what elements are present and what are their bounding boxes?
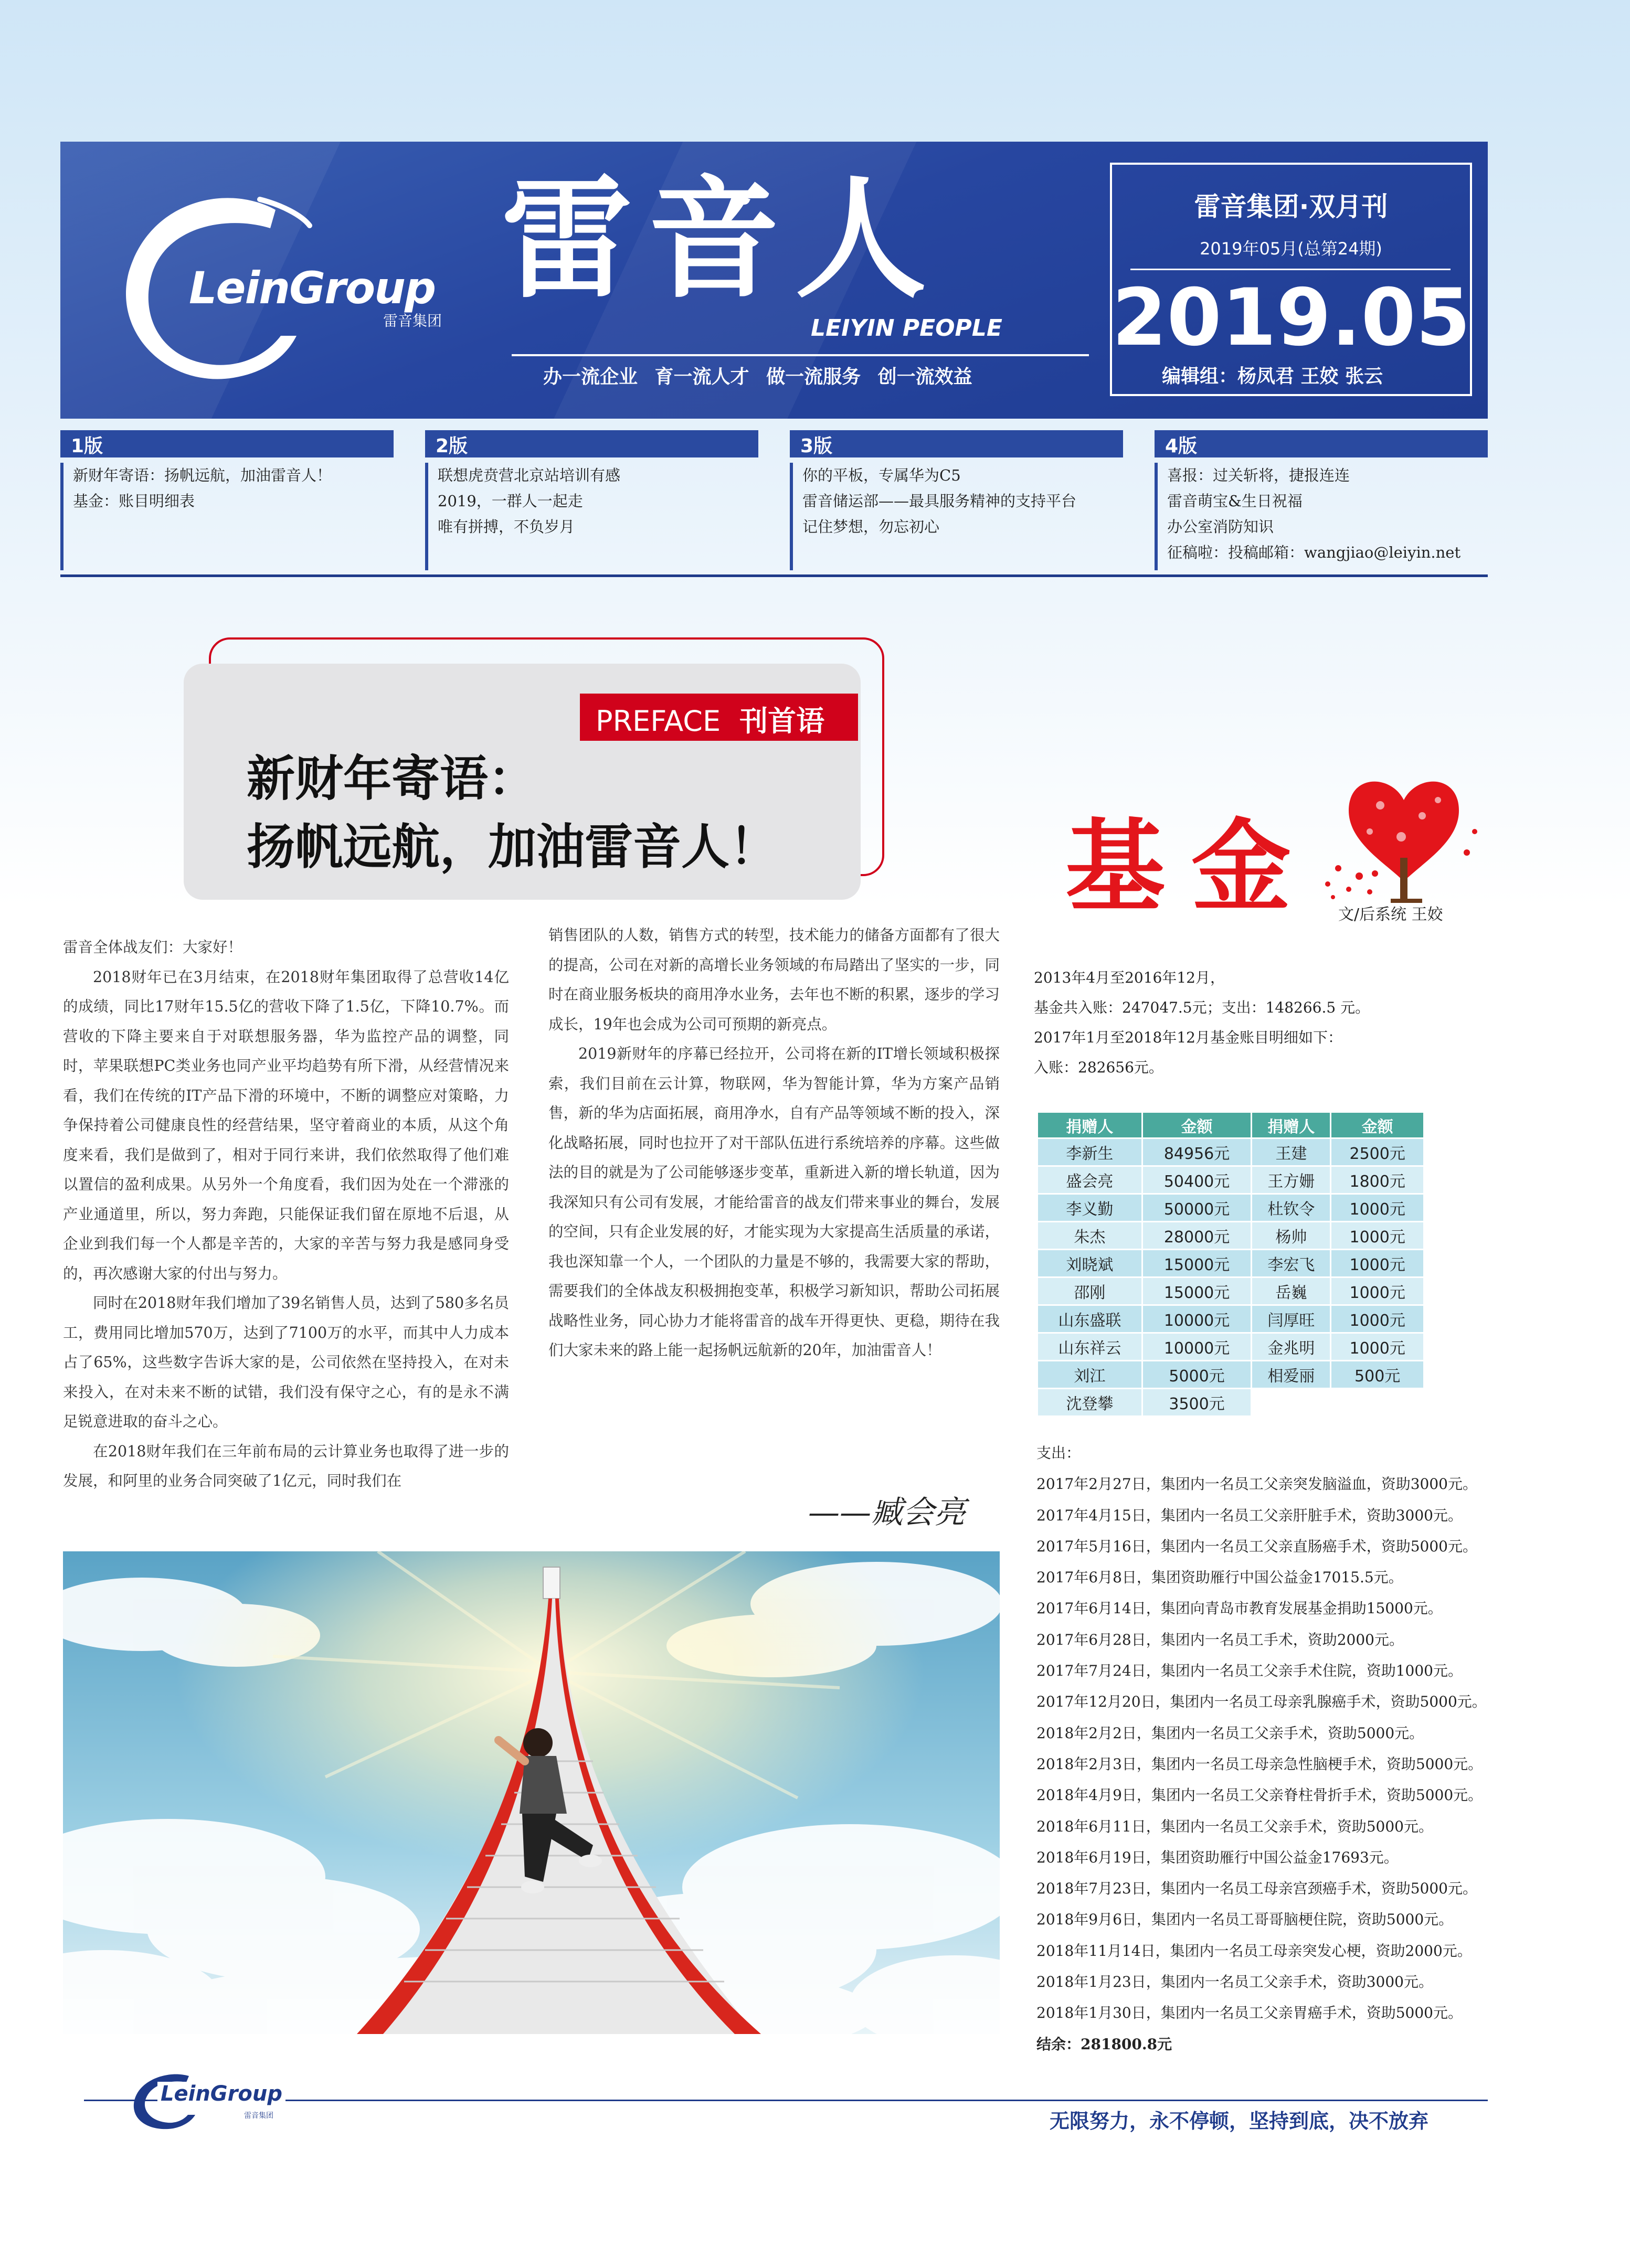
table-cell: 山东盛联	[1038, 1305, 1142, 1333]
table-cell: 2500元	[1331, 1138, 1424, 1166]
table-cell: 10000元	[1142, 1333, 1252, 1361]
heart-tree-icon	[1317, 763, 1490, 910]
expense-item: 2017年12月20日，集团内一名员工母亲乳腺癌手术，资助5000元。	[1036, 1693, 1487, 1711]
table-cell: 相爱丽	[1252, 1361, 1331, 1389]
article-column-1	[63, 933, 509, 1496]
toc-items	[790, 463, 1123, 570]
toc-item[interactable]: 办公室消防知识	[1167, 518, 1274, 536]
table-header: 捐赠人	[1252, 1112, 1331, 1138]
toc-item[interactable]: 征稿啦：投稿邮箱：wangjiao@leiyin.net	[1167, 544, 1461, 561]
table-cell: 李新生	[1038, 1138, 1142, 1166]
footer-motto: 无限努力，永不停顿，坚持到底，决不放弃	[1050, 2110, 1429, 2133]
table-row	[1038, 1361, 1424, 1389]
table-row	[1038, 1305, 1424, 1333]
issue-date: 2019年05月(总第24期)	[1200, 239, 1382, 259]
article-paragraph: 2018财年已在3月结束，在2018财年集团取得了总营收14亿的成绩，同比17财年15.5亿的营收下降了1.5亿，下降10.7%。而营收的下降主要来自于对联想服务器，华为监控产品的调整，同时，苹果联想PC类业务也同产业平均趋势有所下滑，从经营情况来看，我们在传统的IT产品下滑的环境中，不断的调整应对策略，力争保持着公司健康良性的经营结果，坚守着商业的本质，从这个角度来看，我们是做到了，相对于同行来讲，我们依然取得了他们难以置信的盈利成果。从另外一个角度看，我们因为处在一个滞涨的产业通道里，所以，努力奔跑，只能保证我们留在原地不后退，从企业到我们每一个人都是辛苦的，大家的辛苦与努力我是感同身受的，再次感谢大家的付出与努力。	[63, 968, 509, 1282]
table-header: 捐赠人	[1038, 1112, 1142, 1138]
expense-item: 2017年6月14日，集团向青岛市教育发展基金捐助15000元。	[1036, 1600, 1443, 1617]
article-column-2	[548, 921, 1000, 1366]
fund-balance: 结余：281800.8元	[1036, 2035, 1172, 2053]
table-of-contents	[60, 430, 1488, 577]
donor-table	[1036, 1111, 1425, 1417]
expense-item: 2018年2月3日，集团内一名员工母亲急性脑梗手术，资助5000元。	[1036, 1755, 1483, 1773]
table-cell: 1800元	[1331, 1166, 1424, 1194]
expense-item: 2017年7月24日，集团内一名员工父亲手术住院，资助1000元。	[1036, 1662, 1463, 1680]
table-row	[1038, 1277, 1424, 1305]
article-paragraph: 同时在2018财年我们增加了39名销售人员，达到了580多名员工，费用同比增加570万，达到了7100万的水平，而其中人力成本占了65%，这些数字告诉大家的是，公司依然在坚持投入，在对未来投入，在对未来不断的试错，我们没有保守之心，有的是永不满足锐意进取的奋斗之心。	[63, 1294, 509, 1430]
table-row	[1038, 1222, 1424, 1250]
table-cell-empty	[1252, 1389, 1331, 1417]
table-cell: 50000元	[1142, 1194, 1252, 1222]
table-row	[1038, 1389, 1424, 1417]
toc-section-1	[60, 430, 394, 574]
footer-logo-subtitle: 雷音集团	[244, 2112, 273, 2120]
article-paragraph: 在2018财年我们在三年前布局的云计算业务也取得了进一步的发展，和阿里的业务合同突破了1亿元，同时我们在	[63, 1442, 509, 1489]
table-cell: 刘江	[1038, 1361, 1142, 1389]
expense-item: 2018年11月14日，集团内一名员工母亲突发心梗，资助2000元。	[1036, 1942, 1472, 1960]
table-row	[1038, 1194, 1424, 1222]
toc-item[interactable]: 基金：账目明细表	[73, 492, 195, 510]
table-header: 金额	[1331, 1112, 1424, 1138]
article-signature: ——臧会亮	[808, 1494, 966, 1531]
fund-intro-line: 入账：282656元。	[1034, 1059, 1163, 1076]
table-header-row	[1038, 1112, 1424, 1138]
masthead	[60, 142, 1488, 419]
issue-name: 雷音集团·双月刊	[1194, 191, 1388, 222]
preface-tag	[580, 694, 858, 741]
table-cell: 李宏飞	[1252, 1250, 1331, 1277]
fund-intro-line: 2017年1月至2018年12月基金账目明细如下：	[1034, 1029, 1342, 1046]
table-cell: 闫厚旺	[1252, 1305, 1331, 1333]
expense-item: 2018年2月2日，集团内一名员工父亲手术，资助5000元。	[1036, 1724, 1424, 1742]
table-cell: 邵刚	[1038, 1277, 1142, 1305]
toc-item[interactable]: 新财年寄语：扬帆远航，加油雷音人！	[73, 466, 332, 484]
toc-item[interactable]: 联想虎贲营北京站培训有感	[438, 466, 621, 484]
expense-item: 2018年9月6日，集团内一名员工哥哥脑梗住院，资助5000元。	[1036, 1911, 1454, 1929]
toc-section-2	[425, 430, 758, 574]
table-cell: 朱杰	[1038, 1222, 1142, 1250]
table-row	[1038, 1333, 1424, 1361]
toc-items	[60, 463, 394, 570]
expense-item: 2018年1月30日，集团内一名员工父亲胃癌手术，资助5000元。	[1036, 2004, 1463, 2022]
fund-intro-line: 2013年4月至2016年12月，	[1034, 969, 1225, 986]
expense-item: 2017年2月27日，集团内一名员工父亲突发脑溢血，资助3000元。	[1036, 1475, 1477, 1493]
toc-item[interactable]: 你的平板，专属华为C5	[802, 466, 961, 484]
fund-intro	[1034, 963, 1480, 1082]
preface-title	[247, 745, 778, 881]
table-cell: 15000元	[1142, 1277, 1252, 1305]
expense-item: 2018年1月23日，集团内一名员工父亲手术，资助3000元。	[1036, 1973, 1433, 1991]
toc-items	[1155, 463, 1488, 570]
toc-section-label: 3版	[790, 430, 1123, 457]
table-cell: 盛会亮	[1038, 1166, 1142, 1194]
toc-item[interactable]: 唯有拼搏，不负岁月	[438, 518, 575, 536]
newspaper-title: 雷音人	[501, 162, 942, 316]
preface-title-line1: 新财年寄语：	[247, 751, 537, 807]
staircase-photo	[63, 1551, 1000, 2034]
issue-box	[1110, 163, 1472, 396]
expense-item: 2017年4月15日，集团内一名员工父亲肝脏手术，资助3000元。	[1036, 1506, 1463, 1524]
table-cell: 李义勤	[1038, 1194, 1142, 1222]
slogan-divider	[512, 354, 1089, 356]
table-cell-empty	[1331, 1389, 1424, 1417]
table-row	[1038, 1138, 1424, 1166]
table-cell: 84956元	[1142, 1138, 1252, 1166]
expense-item: 2018年4月9日，集团内一名员工父亲脊柱骨折手术，资助5000元。	[1036, 1786, 1483, 1804]
table-cell: 28000元	[1142, 1222, 1252, 1250]
expense-item: 2017年6月8日，集团资助雁行中国公益金17015.5元。	[1036, 1569, 1403, 1586]
slogan: 办一流企业 育一流人才 做一流服务 创一流效益	[543, 366, 972, 388]
table-cell: 15000元	[1142, 1250, 1252, 1277]
fund-title: 基金	[1065, 809, 1318, 925]
preface-title-line2: 扬帆远航，加油雷音人！	[247, 819, 778, 875]
toc-item[interactable]: 记住梦想，勿忘初心	[802, 518, 940, 536]
table-cell: 1000元	[1331, 1333, 1424, 1361]
preface-tag-en: PREFACE	[596, 705, 721, 738]
expense-list	[1036, 1438, 1488, 2060]
issue-divider	[1130, 269, 1451, 270]
table-cell: 王方姗	[1252, 1166, 1331, 1194]
table-cell: 1000元	[1331, 1194, 1424, 1222]
table-cell: 杜钦令	[1252, 1194, 1331, 1222]
toc-item[interactable]: 雷音萌宝&生日祝福	[1167, 492, 1303, 510]
table-cell: 1000元	[1331, 1222, 1424, 1250]
expense-item: 2018年6月11日，集团内一名员工父亲手术，资助5000元。	[1036, 1817, 1433, 1835]
issue-number: 2019.05	[1112, 272, 1471, 364]
table-cell: 岳巍	[1252, 1277, 1331, 1305]
table-header: 金额	[1142, 1112, 1252, 1138]
article-paragraph: 2019新财年的序幕已经拉开，公司将在新的IT增长领域积极探索，我们目前在云计算，物联网，华为智能计算，华为方案产品销售，新的华为店面拓展，商用净水，自有产品等领域不断的投入，深化战略拓展，同时也拉开了对干部队伍进行系统培养的序幕。这些做法的目的就是为了公司能够逐步变革，重新进入新的增长轨道，因为我深知只有公司有发展，才能给雷音的战友们带来事业的舞台，发展的空间，只有企业发展的好，才能实现为大家提高生活质量的承诺，我也深知靠一个人，一个团队的力量是不够的，我需要大家的帮助，需要我们的全体战友积极拥抱变革，积极学习新知识，帮助公司拓展战略性业务，同心协力才能将雷音的战车开得更快、更稳，期待在我们大家未来的路上能一起扬帆远航新的20年，加油雷音人！	[548, 1045, 1000, 1359]
editors: 编辑组：杨凤君 王姣 张云	[1162, 366, 1383, 387]
table-cell: 1000元	[1331, 1277, 1424, 1305]
table-cell: 山东祥云	[1038, 1333, 1142, 1361]
table-cell: 沈登攀	[1038, 1389, 1142, 1417]
article-paragraph: 销售团队的人数，销售方式的转型，技术能力的储备方面都有了很大的提高，公司在对新的高增长业务领域的布局踏出了坚实的一步，同时在商业服务板块的商用净水业务，去年也不断的积累，逐步的学习成长，19年也会成为公司可预期的新亮点。	[548, 927, 1000, 1033]
table-cell: 5000元	[1142, 1361, 1252, 1389]
article-greeting: 雷音全体战友们：大家好！	[63, 939, 243, 956]
preface-tag-cn: 刊首语	[739, 705, 825, 738]
toc-section-label: 2版	[425, 430, 758, 457]
table-cell: 10000元	[1142, 1305, 1252, 1333]
table-cell: 50400元	[1142, 1166, 1252, 1194]
table-cell: 杨帅	[1252, 1222, 1331, 1250]
logo-subtitle: 雷音集团	[383, 312, 442, 329]
fund-intro-line: 基金共入账：247047.5元；支出：148266.5 元。	[1034, 999, 1370, 1016]
expense-title: 支出：	[1036, 1444, 1081, 1462]
expense-item: 2017年6月28日，集团内一名员工手术，资助2000元。	[1036, 1631, 1404, 1648]
toc-items	[425, 463, 758, 570]
table-cell: 刘晓斌	[1038, 1250, 1142, 1277]
logo-text: LeinGroup	[189, 262, 436, 314]
toc-section-3	[790, 430, 1123, 574]
expense-item: 2018年7月23日，集团内一名员工母亲宫颈癌手术，资助5000元。	[1036, 1880, 1477, 1898]
table-row	[1038, 1166, 1424, 1194]
fund-author: 文/后系统 王姣	[1338, 906, 1443, 924]
expense-item: 2018年6月19日，集团资助雁行中国公益金17693元。	[1036, 1848, 1399, 1866]
toc-section-label: 1版	[60, 430, 394, 457]
toc-section-label: 4版	[1155, 430, 1488, 457]
table-cell: 1000元	[1331, 1250, 1424, 1277]
toc-item[interactable]: 喜报：过关斩将，捷报连连	[1167, 466, 1350, 484]
expense-item: 2017年5月16日，集团内一名员工父亲直肠癌手术，资助5000元。	[1036, 1537, 1477, 1555]
table-cell: 500元	[1331, 1361, 1424, 1389]
table-cell: 1000元	[1331, 1305, 1424, 1333]
table-cell: 王建	[1252, 1138, 1331, 1166]
table-row	[1038, 1250, 1424, 1277]
footer-logo-text: LeinGroup	[157, 2082, 285, 2106]
table-cell: 3500元	[1142, 1389, 1252, 1417]
toc-section-4	[1155, 430, 1488, 574]
table-cell: 金兆明	[1252, 1333, 1331, 1361]
toc-item[interactable]: 2019，一群人一起走	[438, 492, 583, 510]
toc-item[interactable]: 雷音储运部——最具服务精神的支持平台	[802, 492, 1077, 510]
footer-divider	[84, 2100, 1488, 2101]
newspaper-title-en: LEIYIN PEOPLE	[811, 315, 1002, 342]
